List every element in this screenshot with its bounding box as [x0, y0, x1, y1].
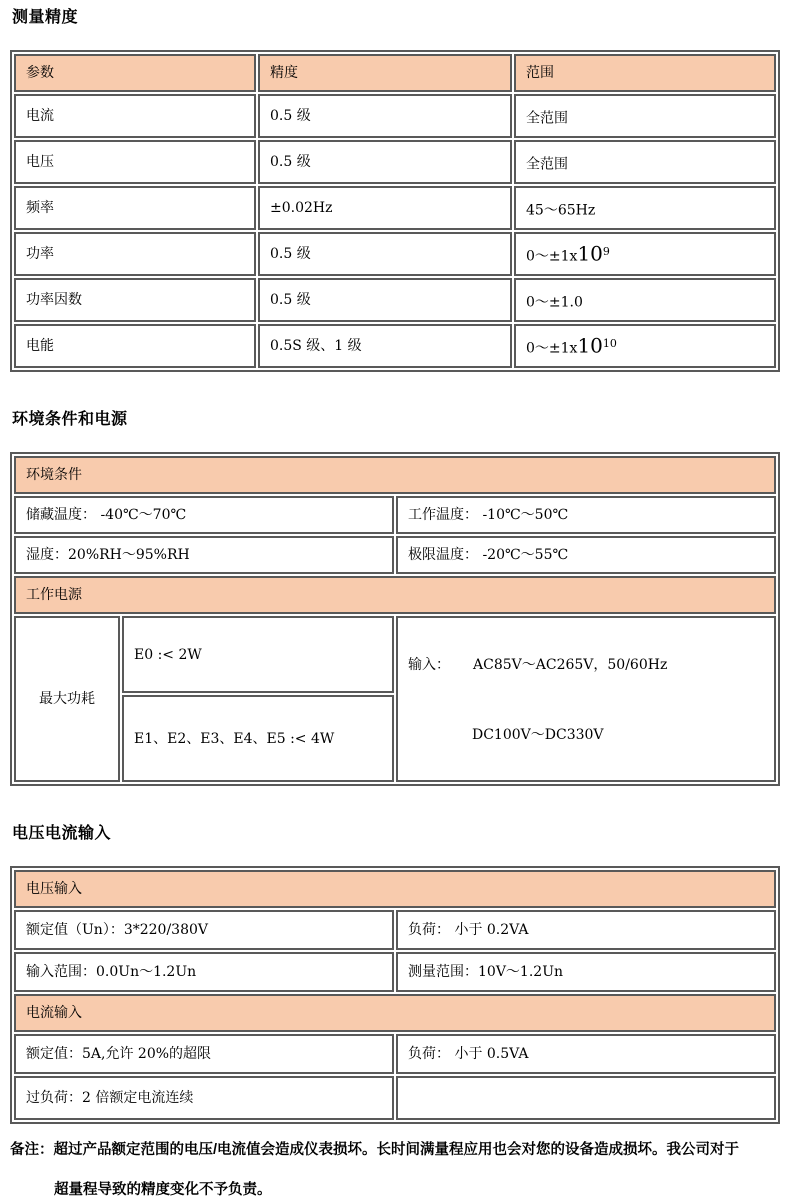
cell-e0-consumption: E0 :< 2W: [122, 616, 394, 693]
table-row-frequency: [14, 186, 776, 230]
cell-parameter: 功率因数: [14, 278, 256, 322]
cell-humidity: 湿度：20%RH～95%RH: [14, 536, 394, 574]
input-label: 输入：: [408, 657, 450, 673]
environment-conditions-header-row: [14, 456, 776, 494]
section-title-measurement-accuracy: 测量精度: [12, 9, 79, 26]
cell-accuracy: ±0.02Hz: [258, 186, 512, 230]
cell-current-overload: 过负荷：2 倍额定电流连续: [14, 1076, 394, 1120]
cell-power-input-spec: [396, 616, 776, 782]
cell-accuracy: 0.5 级: [258, 140, 512, 184]
subheader-voltage-input: 电压输入: [14, 870, 776, 908]
subheader-working-power: 工作电源: [14, 576, 776, 614]
col-header-accuracy: 精度: [258, 54, 512, 92]
cell-range: 全范围: [514, 140, 776, 184]
table-row-humidity: [14, 536, 776, 574]
table-row-voltage-range: [14, 952, 776, 992]
cell-voltage-input-range: 输入范围：0.0Un～1.2Un: [14, 952, 394, 992]
table-row-power: [14, 232, 776, 276]
cell-parameter: 频率: [14, 186, 256, 230]
cell-parameter: 功率: [14, 232, 256, 276]
input-ac-range: AC85V～AC265V，50/60Hz: [473, 657, 668, 673]
table-row-voltage-rated: [14, 910, 776, 950]
table-row-current-overload: [14, 1076, 776, 1120]
cell-parameter: 电压: [14, 140, 256, 184]
cell-range: $0\sim\pm 1x10^{10}$: [514, 324, 776, 368]
footnote: [10, 1140, 780, 1200]
cell-e1-e5-consumption: E1、E2、E3、E4、E5 :< 4W: [122, 695, 394, 782]
subheader-environment-conditions: 环境条件: [14, 456, 776, 494]
cell-range: 全范围: [514, 94, 776, 138]
col-header-parameter: 参数: [14, 54, 256, 92]
cell-accuracy: 0.5 级: [258, 278, 512, 322]
cell-range: 45～65Hz: [514, 186, 776, 230]
cell-empty: [396, 1076, 776, 1120]
cell-voltage-rated-value: 额定值（Un）：3*220/380V: [14, 910, 394, 950]
current-input-header-row: [14, 994, 776, 1032]
voltage-current-input-table: [10, 866, 780, 1124]
section-title-voltage-current-input: 电压电流输入: [12, 825, 112, 842]
footnote-line2: 超量程导致的精度变化不予负责。: [54, 1182, 272, 1198]
cell-voltage-measure-range: 测量范围：10V～1.2Un: [396, 952, 776, 992]
measurement-accuracy-table: [10, 50, 780, 372]
working-power-header-row: [14, 576, 776, 614]
cell-accuracy: 0.5 级: [258, 232, 512, 276]
accuracy-header-row: [14, 54, 776, 92]
cell-range: $0\sim\pm 1x10^9$: [514, 232, 776, 276]
table-row-storage-temp: [14, 496, 776, 534]
table-row-current-rated: [14, 1034, 776, 1074]
subheader-current-input: 电流输入: [14, 994, 776, 1032]
cell-max-power-consumption-label: 最大功耗: [14, 616, 120, 782]
table-row-energy: [14, 324, 776, 368]
cell-voltage-burden: 负荷： 小于 0.2VA: [396, 910, 776, 950]
section-title-environment-power: 环境条件和电源: [12, 411, 128, 428]
cell-parameter: 电流: [14, 94, 256, 138]
table-row-current: [14, 94, 776, 138]
cell-accuracy: 0.5 级: [258, 94, 512, 138]
table-row-power-factor: [14, 278, 776, 322]
footnote-line1: 备注：超过产品额定范围的电压/电流值会造成仪表损坏。长时间满量程应用也会对您的设备造成损坏。我公司对于: [10, 1142, 740, 1158]
cell-parameter: 电能: [14, 324, 256, 368]
table-row-voltage: [14, 140, 776, 184]
col-header-range: 范围: [514, 54, 776, 92]
cell-current-burden: 负荷： 小于 0.5VA: [396, 1034, 776, 1074]
environment-power-table: [10, 452, 780, 786]
cell-working-temperature: 工作温度： -10℃～50℃: [396, 496, 776, 534]
table-row-power-consumption-e0: [14, 616, 776, 693]
cell-range: 0～±1.0: [514, 278, 776, 322]
cell-limit-temperature: 极限温度： -20℃～55℃: [396, 536, 776, 574]
voltage-input-header-row: [14, 870, 776, 908]
cell-current-rated-value: 额定值：5A,允许 20%的超限: [14, 1034, 394, 1074]
cell-storage-temperature: 储藏温度： -40℃～70℃: [14, 496, 394, 534]
cell-accuracy: 0.5S 级、1 级: [258, 324, 512, 368]
input-dc-range: DC100V～DC330V: [472, 727, 604, 743]
